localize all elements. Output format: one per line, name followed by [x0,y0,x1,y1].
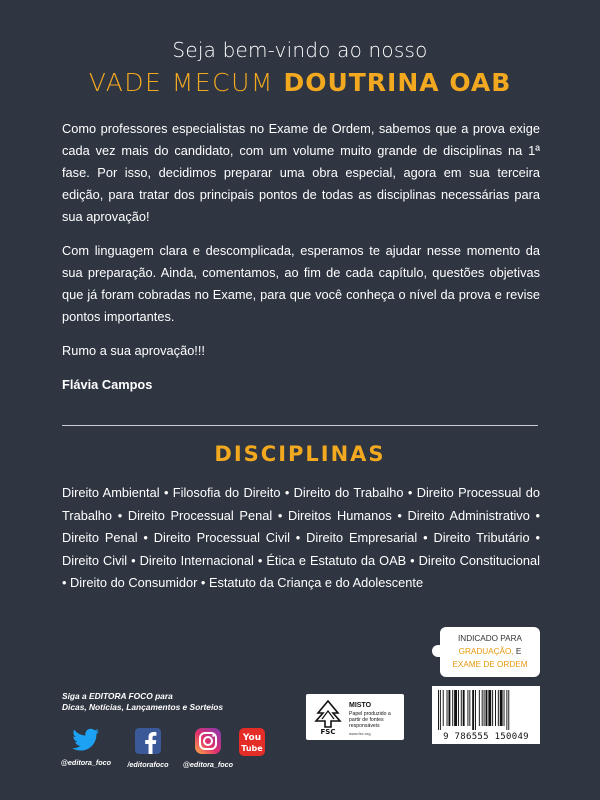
barcode-bar [463,690,465,726]
barcode-number: 9 786555 150049 [443,732,529,742]
twitter-icon [72,728,100,752]
intro-text [62,118,540,408]
barcode-bar [484,690,485,726]
fsc-certification [306,694,404,740]
barcode-bar [438,690,439,730]
barcode-bar [488,690,491,726]
welcome-line: Seja bem-vindo ao nosso [172,38,428,62]
indicado-badge [440,627,540,677]
intro-paragraph-3: Rumo a sua aprovação!!! [62,343,205,358]
social-twitter[interactable] [56,728,116,767]
indicado-and: E [513,647,522,656]
disciplinas-heading: DISCIPLINAS [214,442,386,466]
barcode-bar [447,690,448,726]
instagram-icon [195,728,221,754]
barcode-bar [448,690,450,726]
social-youtube[interactable] [232,728,272,760]
youtube-text-bottom: Tube [241,744,263,753]
barcode-bar [458,690,459,726]
title-bold: DOUTRINA OAB [283,68,512,97]
fsc-tree-icon [312,699,344,735]
instagram-handle: @editora_foco [182,760,234,769]
indicado-graduacao: GRADUAÇÃO, [458,647,514,656]
indicado-line-1: INDICADO PARA [458,634,522,643]
barcode-bar [486,690,488,726]
intro-paragraph-1: Como professores especialistas no Exame de Ordem, sabemos que a prova exige cada vez mais do candidato, com um volume muito grande de disciplinas na 1ª fase. Por isso, decidimos preparar uma obra especial, agora em sua terceira edição, para tratar dos principais pontos de todas as disciplinas necessárias para sua aprovação! [62,121,540,224]
youtube-text-top: You [242,733,262,743]
barcode-bar [461,690,462,726]
disciplinas-list: Direito Ambiental • Filosofia do Direito • Direito do Trabalho • Direito Processual do Trabalho • Direito Processual Penal • Direitos Humanos • Direito Administrativo • Direito Penal • Direito Processual Civil • Direito Empresarial • Direito Tributário • Direito Civil • Direito Internacional • Ética e Estatuto da OAB • Direito Constitucional • Direito do Consumidor • Estatuto da Criança e do Adolescente [62,485,540,590]
barcode-bar [504,690,505,726]
barcode-bar [467,690,468,726]
indicado-line-2 [441,645,539,658]
fsc-description: Papel produzido a partir de fontes responsáveis [349,711,391,729]
intro-paragraph-2: Com linguagem clara e descomplicada, esperamos te ajudar nesse momento da sua preparação. Ainda, comentamos, ao fim de cada capítulo, questões objetivas que já foram cobradas no Exame, para que você conheça o nível da prova e revise pontos importantes. [62,243,540,324]
barcode-bar [506,690,507,730]
twitter-handle: @editora_foco [60,758,112,767]
facebook-handle: /editorafoco [127,760,169,769]
barcode-bar [492,690,493,726]
badge-notch [432,645,442,657]
youtube-icon [239,728,265,756]
barcode-bar [500,690,503,726]
barcode-bar [482,690,483,726]
author-signature: Flávia Campos [62,377,153,392]
barcode-bar [454,690,457,726]
indicado-exame: EXAME DE ORDEM [452,660,528,669]
follow-text [62,691,262,713]
barcode-bar [472,690,474,730]
facebook-icon [135,728,161,754]
follow-line-1: Siga a EDITORA FOCO para [62,691,173,701]
section-divider [62,425,538,426]
barcode-bars [438,690,534,730]
barcode-bar [495,690,496,726]
barcode-bar [443,690,444,726]
barcode-bar [479,690,480,726]
book-title [0,68,600,97]
barcode-bar [508,690,509,730]
fsc-url: www.fsc.org [349,731,371,736]
barcode [432,686,540,744]
social-instagram[interactable] [178,728,238,769]
fsc-title: MISTO [349,702,372,709]
title-light: VADE MECUM [88,68,274,97]
barcode-bar [452,690,453,726]
barcode-bar [498,690,499,726]
social-facebook[interactable] [118,728,178,769]
follow-line-2: Dicas, Notícias, Lançamentos e Sorteios [62,702,224,712]
barcode-bar [440,690,441,730]
fsc-logo-text: FSC [320,728,336,735]
barcode-bar [469,690,470,726]
barcode-bar [475,690,476,730]
